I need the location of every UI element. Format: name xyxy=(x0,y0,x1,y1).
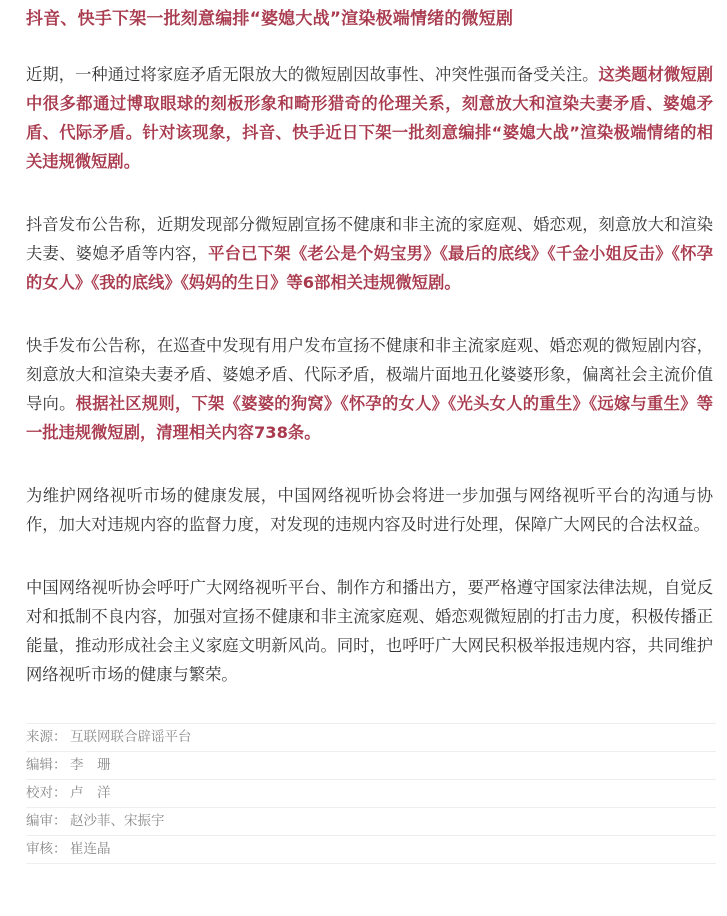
credit-source xyxy=(26,724,716,752)
paragraph-intro xyxy=(26,60,713,176)
credit-chief-editor xyxy=(26,808,716,836)
paragraph-association xyxy=(26,481,713,539)
credit-label: 编审： xyxy=(26,813,67,829)
paragraph-text: 近期，一种通过将家庭矛盾无限放大的微短剧因故事性、冲突性强而备受关注。 xyxy=(26,65,599,84)
credit-value: 互联网联合辟谣平台 xyxy=(70,729,192,745)
paragraph-highlight: 这类题材微短剧中很多都通过博取眼球的刻板形象和畸形猎奇的伦理关系，刻意放大和渲染夫妻矛盾、婆媳矛盾、代际矛盾。针对该现象，抖音、快手近日下架一批刻意编排“婆媳大战”渲染极端情绪的相关违规微短剧。 xyxy=(26,65,713,171)
paragraph-text: 抖音发布公告称，近期发现部分微短剧宣扬不健康和非主流的家庭观、婚恋观，刻意放大和渲染夫妻、婆媳矛盾等内容， xyxy=(26,215,713,263)
article-credits xyxy=(26,723,716,864)
paragraph-highlight: 根据社区规则，下架《婆婆的狗窝》《怀孕的女人》《光头女人的重生》《远嫁与重生》等一批违规微短剧，清理相关内容738条。 xyxy=(26,394,713,442)
credit-value: 卢 洋 xyxy=(70,785,111,801)
article-body xyxy=(26,60,713,689)
paragraph-douyin xyxy=(26,210,713,297)
credit-editor xyxy=(26,752,716,780)
credit-value: 崔连晶 xyxy=(70,841,111,857)
credit-label: 校对： xyxy=(26,785,67,801)
paragraph-text: 为维护网络视听市场的健康发展，中国网络视听协会将进一步加强与网络视听平台的沟通与协作，加大对违规内容的监督力度，对发现的违规内容及时进行处理，保障广大网民的合法权益。 xyxy=(26,486,713,534)
paragraph-text: 快手发布公告称，在巡查中发现有用户发布宣扬不健康和非主流家庭观、婚恋观的微短剧内容，刻意放大和渲染夫妻矛盾、婆媳矛盾、代际矛盾，极端片面地丑化婆婆形象，偏离社会主流价值导向。 xyxy=(26,336,713,413)
article-headline: 抖音、快手下架一批刻意编排“婆媳大战”渲染极端情绪的微短剧 xyxy=(26,9,514,29)
credit-label: 来源： xyxy=(26,729,67,745)
paragraph-text: 中国网络视听协会呼吁广大网络视听平台、制作方和播出方，要严格遵守国家法律法规，自觉反对和抵制不良内容，加强对宣扬不健康和非主流家庭观、婚恋观微短剧的打击力度，积极传播正能量，推动形成社会主义家庭文明新风尚。同时，也呼吁广大网民积极举报违规内容，共同维护网络视听市场的健康与繁荣。 xyxy=(26,578,713,684)
credit-proofreader xyxy=(26,780,716,808)
paragraph-appeal xyxy=(26,573,713,689)
credit-reviewer xyxy=(26,836,716,864)
credit-value: 赵沙菲、宋振宇 xyxy=(70,813,165,829)
paragraph-kuaishou xyxy=(26,331,713,447)
credit-value: 李 珊 xyxy=(70,757,111,773)
credit-label: 审核： xyxy=(26,841,67,857)
paragraph-highlight: 平台已下架《老公是个妈宝男》《最后的底线》《千金小姐反击》《怀孕的女人》《我的底线》《妈妈的生日》等6部相关违规微短剧。 xyxy=(26,244,713,292)
credit-label: 编辑： xyxy=(26,757,67,773)
